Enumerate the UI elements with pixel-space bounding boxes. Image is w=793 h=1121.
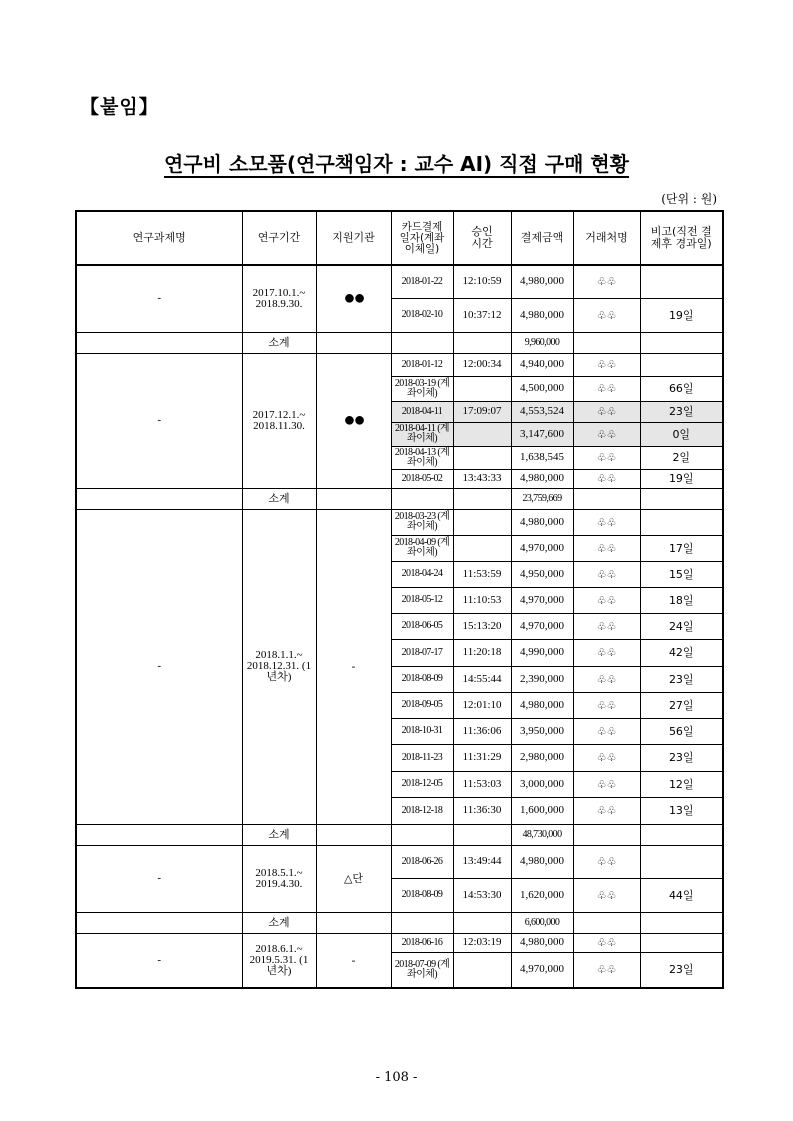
vendor-cell: ♧♧	[573, 952, 640, 988]
amount-cell: 3,000,000	[511, 771, 573, 797]
approval-time-cell: 10:37:12	[453, 298, 511, 332]
approval-time-cell	[453, 376, 511, 401]
note-cell: 0일	[640, 422, 723, 446]
subtotal-label: 소계	[242, 912, 316, 933]
subtotal-row	[76, 912, 723, 933]
note-cell: 23일	[640, 401, 723, 422]
agency-cell: -	[316, 509, 391, 824]
vendor-cell: ♧♧	[573, 933, 640, 952]
subtotal-blank-cell	[391, 912, 453, 933]
vendor-cell: ♧♧	[573, 298, 640, 332]
header-date: 카드결제일자(계좌이체일)	[391, 211, 453, 265]
note-cell: 19일	[640, 469, 723, 488]
amount-cell: 1,638,545	[511, 446, 573, 469]
period-cell: 2017.12.1.~ 2018.11.30.	[242, 353, 316, 488]
vendor-cell: ♧♧	[573, 265, 640, 298]
header-time: 승인시간	[453, 211, 511, 265]
note-cell	[640, 845, 723, 878]
note-cell: 24일	[640, 613, 723, 639]
subtotal-row	[76, 332, 723, 353]
note-cell	[640, 353, 723, 376]
payment-date-cell: 2018-03-19 (계좌이체)	[391, 376, 453, 401]
approval-time-cell: 13:43:33	[453, 469, 511, 488]
amount-cell: 1,600,000	[511, 797, 573, 824]
header-vendor: 거래처명	[573, 211, 640, 265]
approval-time-cell: 11:53:03	[453, 771, 511, 797]
vendor-cell: ♧♧	[573, 845, 640, 878]
agency-cell: -	[316, 933, 391, 988]
subtotal-row	[76, 824, 723, 845]
subtotal-amount: 48,730,000	[511, 824, 573, 845]
amount-cell: 3,950,000	[511, 718, 573, 744]
payment-date-cell: 2018-01-22	[391, 265, 453, 298]
payment-date-cell: 2018-09-05	[391, 692, 453, 718]
approval-time-cell	[453, 422, 511, 446]
note-cell: 18일	[640, 587, 723, 613]
note-cell: 42일	[640, 639, 723, 666]
amount-cell: 4,970,000	[511, 587, 573, 613]
vendor-cell: ♧♧	[573, 797, 640, 824]
payment-date-cell: 2018-04-24	[391, 561, 453, 587]
period-cell: 2018.6.1.~ 2019.5.31. (1년차)	[242, 933, 316, 988]
table-row	[76, 509, 723, 535]
subtotal-blank-cell	[573, 824, 640, 845]
vendor-cell: ♧♧	[573, 666, 640, 692]
subtotal-label: 소계	[242, 488, 316, 509]
amount-cell: 4,980,000	[511, 933, 573, 952]
subtotal-blank-cell	[76, 332, 242, 353]
payment-date-cell: 2018-12-05	[391, 771, 453, 797]
vendor-cell: ♧♧	[573, 535, 640, 561]
header-amount: 결제금액	[511, 211, 573, 265]
period-cell: 2018.1.1.~ 2018.12.31. (1년차)	[242, 509, 316, 824]
payment-date-cell: 2018-08-09	[391, 878, 453, 912]
amount-cell: 3,147,600	[511, 422, 573, 446]
approval-time-cell: 11:53:59	[453, 561, 511, 587]
subtotal-blank-cell	[453, 824, 511, 845]
agency-cell: ●●	[316, 265, 391, 332]
subtotal-amount: 9,960,000	[511, 332, 573, 353]
approval-time-cell: 11:36:06	[453, 718, 511, 744]
approval-time-cell: 14:53:30	[453, 878, 511, 912]
vendor-cell: ♧♧	[573, 561, 640, 587]
approval-time-cell	[453, 509, 511, 535]
subtotal-blank-cell	[391, 824, 453, 845]
approval-time-cell	[453, 952, 511, 988]
unit-label: (단위 : 원)	[661, 192, 717, 206]
attachment-label: 【붙임】	[80, 96, 159, 118]
amount-cell: 4,500,000	[511, 376, 573, 401]
table-row	[76, 933, 723, 952]
note-cell: 56일	[640, 718, 723, 744]
subtotal-blank-cell	[453, 912, 511, 933]
vendor-cell: ♧♧	[573, 401, 640, 422]
amount-cell: 4,970,000	[511, 952, 573, 988]
table-row	[76, 265, 723, 298]
amount-cell: 4,990,000	[511, 639, 573, 666]
subtotal-amount: 6,600,000	[511, 912, 573, 933]
note-cell: 23일	[640, 666, 723, 692]
subtotal-blank-cell	[573, 912, 640, 933]
approval-time-cell	[453, 446, 511, 469]
header-period: 연구기간	[242, 211, 316, 265]
amount-cell: 4,980,000	[511, 845, 573, 878]
approval-time-cell: 17:09:07	[453, 401, 511, 422]
vendor-cell: ♧♧	[573, 376, 640, 401]
note-cell: 44일	[640, 878, 723, 912]
payment-date-cell: 2018-05-12	[391, 587, 453, 613]
vendor-cell: ♧♧	[573, 692, 640, 718]
subtotal-label: 소계	[242, 824, 316, 845]
subtotal-blank-cell	[640, 488, 723, 509]
note-cell: 2일	[640, 446, 723, 469]
approval-time-cell: 13:49:44	[453, 845, 511, 878]
note-cell: 23일	[640, 744, 723, 771]
amount-cell: 4,980,000	[511, 298, 573, 332]
note-cell: 66일	[640, 376, 723, 401]
payment-date-cell: 2018-07-09 (계좌이체)	[391, 952, 453, 988]
note-cell: 19일	[640, 298, 723, 332]
project-name-cell: -	[76, 509, 242, 824]
subtotal-blank-cell	[316, 488, 391, 509]
payment-date-cell: 2018-07-17	[391, 639, 453, 666]
amount-cell: 4,970,000	[511, 535, 573, 561]
approval-time-cell: 12:00:34	[453, 353, 511, 376]
subtotal-blank-cell	[573, 332, 640, 353]
payment-date-cell: 2018-04-11	[391, 401, 453, 422]
page-number: - 108 -	[375, 1070, 418, 1085]
note-cell	[640, 509, 723, 535]
table-row	[76, 353, 723, 376]
subtotal-blank-cell	[76, 912, 242, 933]
subtotal-blank-cell	[640, 912, 723, 933]
approval-time-cell: 12:10:59	[453, 265, 511, 298]
project-name-cell: -	[76, 265, 242, 332]
amount-cell: 2,390,000	[511, 666, 573, 692]
payment-date-cell: 2018-02-10	[391, 298, 453, 332]
vendor-cell: ♧♧	[573, 744, 640, 771]
subtotal-blank-cell	[391, 488, 453, 509]
note-cell: 13일	[640, 797, 723, 824]
subtotal-blank-cell	[76, 824, 242, 845]
vendor-cell: ♧♧	[573, 353, 640, 376]
subtotal-label: 소계	[242, 332, 316, 353]
payment-date-cell: 2018-06-16	[391, 933, 453, 952]
payment-date-cell: 2018-06-26	[391, 845, 453, 878]
note-cell	[640, 933, 723, 952]
amount-cell: 4,940,000	[511, 353, 573, 376]
subtotal-amount: 23,759,669	[511, 488, 573, 509]
payment-date-cell: 2018-04-13 (계좌이체)	[391, 446, 453, 469]
header-project: 연구과제명	[76, 211, 242, 265]
subtotal-blank-cell	[316, 912, 391, 933]
subtotal-blank-cell	[453, 332, 511, 353]
header-note: 비고(직전 결제후 경과일)	[640, 211, 723, 265]
subtotal-blank-cell	[316, 824, 391, 845]
subtotal-blank-cell	[453, 488, 511, 509]
purchase-table	[75, 210, 724, 989]
table-row	[76, 845, 723, 878]
amount-cell: 4,553,524	[511, 401, 573, 422]
subtotal-blank-cell	[391, 332, 453, 353]
payment-date-cell: 2018-11-23	[391, 744, 453, 771]
subtotal-blank-cell	[76, 488, 242, 509]
period-cell: 2018.5.1.~ 2019.4.30.	[242, 845, 316, 912]
approval-time-cell: 14:55:44	[453, 666, 511, 692]
vendor-cell: ♧♧	[573, 639, 640, 666]
note-cell: 12일	[640, 771, 723, 797]
agency-cell: ●●	[316, 353, 391, 488]
amount-cell: 4,950,000	[511, 561, 573, 587]
amount-cell: 2,980,000	[511, 744, 573, 771]
payment-date-cell: 2018-05-02	[391, 469, 453, 488]
project-name-cell: -	[76, 845, 242, 912]
approval-time-cell: 12:01:10	[453, 692, 511, 718]
approval-time-cell: 11:20:18	[453, 639, 511, 666]
payment-date-cell: 2018-10-31	[391, 718, 453, 744]
approval-time-cell	[453, 535, 511, 561]
subtotal-blank-cell	[640, 332, 723, 353]
vendor-cell: ♧♧	[573, 718, 640, 744]
payment-date-cell: 2018-08-09	[391, 666, 453, 692]
amount-cell: 4,980,000	[511, 265, 573, 298]
amount-cell: 4,970,000	[511, 613, 573, 639]
payment-date-cell: 2018-01-12	[391, 353, 453, 376]
approval-time-cell: 11:31:29	[453, 744, 511, 771]
agency-cell: △단	[316, 845, 391, 912]
approval-time-cell: 11:10:53	[453, 587, 511, 613]
amount-cell: 4,980,000	[511, 692, 573, 718]
vendor-cell: ♧♧	[573, 771, 640, 797]
payment-date-cell: 2018-03-23 (계좌이체)	[391, 509, 453, 535]
document-title: 연구비 소모품(연구책임자 : 교수 AI) 직접 구매 현황	[163, 152, 630, 176]
amount-cell: 4,980,000	[511, 469, 573, 488]
subtotal-row	[76, 488, 723, 509]
payment-date-cell: 2018-04-09 (계좌이체)	[391, 535, 453, 561]
note-cell: 17일	[640, 535, 723, 561]
note-cell: 27일	[640, 692, 723, 718]
amount-cell: 1,620,000	[511, 878, 573, 912]
payment-date-cell: 2018-06-05	[391, 613, 453, 639]
subtotal-blank-cell	[573, 488, 640, 509]
payment-date-cell: 2018-04-11 (계좌이체)	[391, 422, 453, 446]
project-name-cell: -	[76, 353, 242, 488]
vendor-cell: ♧♧	[573, 469, 640, 488]
approval-time-cell: 12:03:19	[453, 933, 511, 952]
subtotal-blank-cell	[640, 824, 723, 845]
approval-time-cell: 11:36:30	[453, 797, 511, 824]
note-cell: 15일	[640, 561, 723, 587]
period-cell: 2017.10.1.~ 2018.9.30.	[242, 265, 316, 332]
vendor-cell: ♧♧	[573, 509, 640, 535]
header-row	[76, 211, 723, 265]
vendor-cell: ♧♧	[573, 446, 640, 469]
vendor-cell: ♧♧	[573, 613, 640, 639]
note-cell	[640, 265, 723, 298]
vendor-cell: ♧♧	[573, 587, 640, 613]
amount-cell: 4,980,000	[511, 509, 573, 535]
project-name-cell: -	[76, 933, 242, 988]
subtotal-blank-cell	[316, 332, 391, 353]
approval-time-cell: 15:13:20	[453, 613, 511, 639]
vendor-cell: ♧♧	[573, 878, 640, 912]
vendor-cell: ♧♧	[573, 422, 640, 446]
payment-date-cell: 2018-12-18	[391, 797, 453, 824]
note-cell: 23일	[640, 952, 723, 988]
header-agency: 지원기관	[316, 211, 391, 265]
